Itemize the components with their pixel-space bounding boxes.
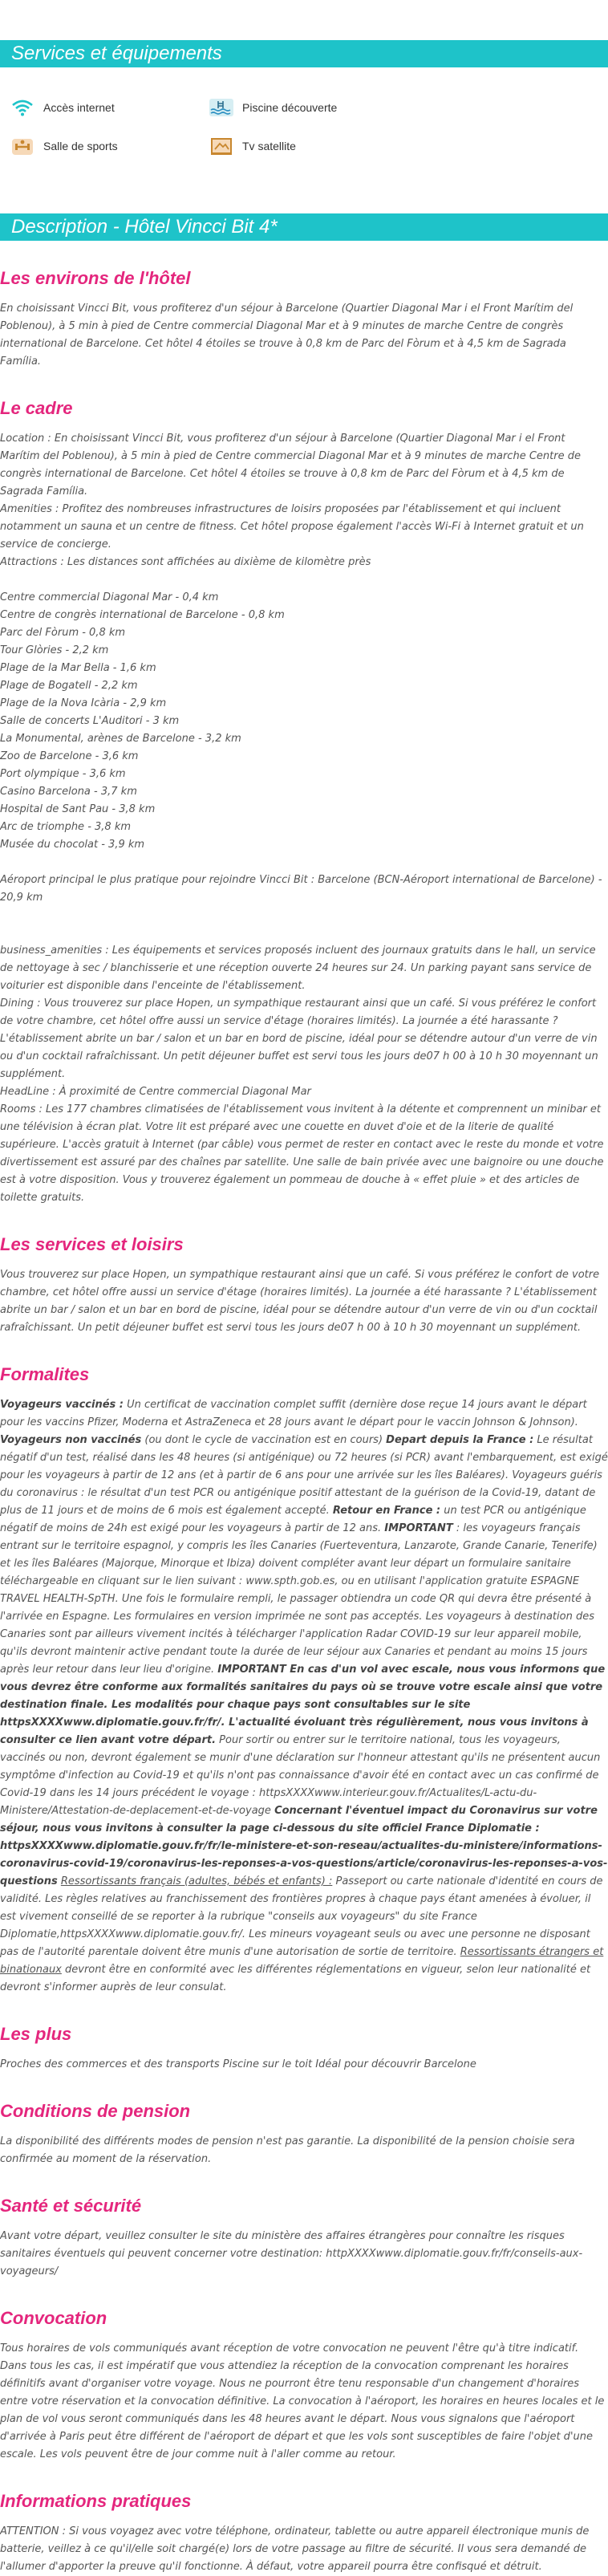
formalites-span: : les voyageurs français entrant sur le territoire espagnol, y compris les îles Canaries (Fuerteventura, Lanzarote, Grande Canarie, Tenerife) et les îles Baléares (Majorque, Minorque et Ibiza) doivent compléter avant leur départ un formulaire sanitaire téléchargeable en cliquant sur le lien suivant : www.spth.gob.es, ou en utilisant l'application gratuite ESPAGNE TRAVEL HEALTH-SpTH. Une fois le formulaire rempli, le passager obtiendra un code QR qui devra être présenté à l'arrivée en Espagne. Les formulaires en version imprimée ne sont pas acceptés. Les voyageurs à destination des Canaries sont par ailleurs vivement incités à télécharger l'application Radar COVID-19 sur leur appareil mobile, qu'ils devront maintenir active pendant toute la durée de leur séjour aux Canaries et pendant au moins 15 jours après leur retour dans leur lieu d'origine. — [0, 1522, 598, 1676]
formalites-strong: Voyageurs non vaccinés — [0, 1434, 142, 1446]
section-heading-plus: Les plus — [0, 2024, 72, 2044]
cadre-rooms: Rooms : Les 177 chambres climatisées de l'établissement vous invitent à la détente et comprennent un minibar et une télévision à écran plat. Votre lit est préparé avec une couette en duvet d'oie et de la literie de qualité supérieure. L'accès gratuit à Internet (par câble) vous permet de rester en contact avec le reste du monde et votre divertissement est assuré par des chaînes par satellite. Une salle de bain privée avec une baignoire ou une douche est à votre disposition. Vous y trouverez également un pommeau de douche à « effet pluie » et des articles de toilette gratuits. — [0, 1103, 604, 1204]
services-list — [0, 67, 608, 165]
formalites-strong: Concernant l'éventuel impact du Coronavirus sur votre séjour, nous vous invitons à consulter la page ci-dessous du site officiel France Diplomatie : httpsXXXXwww.diplomatie.gouv.fr/fr/le-ministere-et-son-reseau/actualites-du-ministere/informations-coronavirus-covid-19/coronavirus-les-reponses-a-vos-questions/article/coronavirus-les-reponses-a-vos-questions — [0, 1805, 608, 1887]
tv-icon — [209, 136, 234, 156]
service-label: Tv satellite — [242, 140, 296, 152]
cadre-attractions-intro: Attractions : Les distances sont affichées au dixième de kilomètre près — [0, 556, 371, 568]
cadre-location: Location : En choisissant Vincci Bit, vous profiterez d'un séjour à Barcelone (Quartier Diagonal Mar i el Front Marítim del Poblenou), à 5 min à pied de Centre commercial Diagonal Mar et à 9 minutes de marche Centre de congrès international de Barcelone. Cet hôtel 4 étoiles se trouve à 0,8 km de Parc del Fòrum et à 4,5 km de Sagrada Família. — [0, 433, 581, 498]
convocation-text: Tous horaires de vols communiqués avant réception de votre convocation ne peuvent l'être qu'à titre indicatif. Dans tous les cas, il est impératif que vous attendiez la réception de la convocation comprenant les horaires définitifs avant d'organiser votre voyage. Nous ne pourront être tenu responsable d'un changement d'horaires entre votre réservation et la convocation définitive. La convocation à l'aéroport, les horaires en heures locales et le plan de vol vous seront communiqués dans les 48 heures avant le départ. Nous vous signalons que l'aéroport d'arrivée à Paris peut être différent de l'aéroport de départ et que les vols sont susceptibles de faire l'objet d'une escale. Les vols peuvent être de jour comme nuit à l'aller comme au retour. — [0, 2342, 605, 2460]
formalites-text — [0, 1396, 608, 1997]
formalites-strong: Voyageurs vaccinés : — [0, 1399, 124, 1411]
cadre-business: business_amenities : Les équipements et services proposés incluent des journaux gratuits dans le hall, un service de nettoyage à sec / blanchisserie et une réception ouverte 24 heures sur 24. Un parking payant sans service de voiturier est disponible dans l'enceinte de l'établissement. — [0, 945, 596, 992]
formalites-span: devront être en conformité avec les différentes réglementations en vigueur, selon leur nationalité et devront s'informer auprès de leur consulat. — [0, 1964, 591, 1993]
service-label: Salle de sports — [43, 140, 118, 152]
section-heading-convocation: Convocation — [0, 2308, 107, 2328]
plus-text: Proches des commerces et des transports Piscine sur le toit Idéal pour découvrir Barcelone — [0, 2058, 476, 2070]
formalites-strong: Retour en France : — [332, 1505, 441, 1517]
list-item: La Monumental, arènes de Barcelone - 3,2 km — [0, 733, 241, 745]
formalites-strong: IMPORTANT — [384, 1522, 453, 1534]
list-item: Arc de triomphe - 3,8 km — [0, 821, 132, 833]
sante-text: Avant votre départ, veuillez consulter le site du ministère des affaires étrangères pour connaître les risques sanitaires éventuels qui peuvent concerner votre destination: httpXXXXwww.diplomatie.gouv.fr/fr/conseils-aux-voyageurs/ — [0, 2230, 583, 2277]
list-item: Plage de la Mar Bella - 1,6 km — [0, 662, 156, 674]
section-heading-pension: Conditions de pension — [0, 2101, 191, 2121]
attractions-list — [0, 589, 608, 854]
list-item: Centre de congrès international de Barcelone - 0,8 km — [0, 609, 285, 621]
list-item: Tour Glòries - 2,2 km — [0, 644, 109, 656]
cadre-airport: Aéroport principal le plus pratique pour rejoindre Vincci Bit : Barcelone (BCN-Aéroport international de Barcelone) - 20,9 km — [0, 874, 602, 904]
list-item: Salle de concerts L'Auditori - 3 km — [0, 715, 180, 727]
environs-text: En choisissant Vincci Bit, vous profiterez d'un séjour à Barcelone (Quartier Diagonal Mar i el Front Marítim del Poblenou), à 5 min à pied de Centre commercial Diagonal Mar et à 9 minutes de marche Centre de congrès international de Barcelone. Cet hôtel 4 étoiles se trouve à 0,8 km de Parc del Fòrum et à 4,5 km de Sagrada Família. — [0, 303, 574, 368]
formalites-span: Un certificat de vaccination complet suffit (dernière dose reçue 14 jours avant le départ pour les vaccins Pfizer, Moderna et AstraZeneca et 28 jours avant le départ pour le vaccin Johnson & Johnson). — [0, 1399, 587, 1428]
formalites-span: Passeport ou carte nationale d'identité en cours de validité. Les règles relatives au franchissement des frontières propres à chaque pays étant amenées à évoluer, il est vivement conseillé de se reporter à la rubrique "conseils aux voyageurs" du site France Diplomatie,httpsXXXXwww.diplomatie.gouv.fr/. Les mineurs voyageant seuls ou avec une personne ne disposant pas de l'autorité parentale doivent être munis d'une autorisation de sortie de territoire. — [0, 1875, 603, 1958]
service-internet — [10, 88, 209, 127]
list-item: Casino Barcelona - 3,7 km — [0, 786, 137, 798]
section-heading-environs: Les environs de l'hôtel — [0, 268, 191, 288]
cadre-dining: Dining : Vous trouverez sur place Hopen, un sympathique restaurant ainsi que un café. Si vous préférez le confort de votre chambre, cet hôtel offre aussi un service d'étage (horaires limités). La journée a été harassante ? L'établissement abrite un bar / salon et un bar en bord de piscine, idéal pour se détendre autour d'un verre de vin ou d'un cocktail rafraîchissant. Un petit déjeuner buffet est servi tous les jours de07 h 00 à 10 h 30 moyennant un supplément. — [0, 997, 598, 1080]
pratiques-text: ATTENTION : Si vous voyagez avec votre téléphone, ordinateur, tablette ou autre appareil électronique munis de batterie, veillez à ce qu'il/elle soit chargé(e) lors de votre passage au filtre de sécurité. Il vous sera demandé de l'allumer d'apporter la preuve qu'il fonctionne. À défaut, votre appareil pourra être confisqué et détruit. — [0, 2525, 590, 2573]
pension-text: La disponibilité des différents modes de pension n'est pas garantie. La disponibilité de la pension choisie sera confirmée au moment de la réservation. — [0, 2135, 575, 2165]
pool-icon — [209, 97, 234, 118]
formalites-strong: Depart depuis la France : — [386, 1434, 534, 1446]
list-item: Port olympique - 3,6 km — [0, 768, 126, 780]
formalites-underline: Ressortissants étrangers et binationaux — [0, 1946, 604, 1976]
cadre-amenities: Amenities : Profitez des nombreuses infrastructures de loisirs proposées par l'établissement et qui incluent notamment un sauna et un centre de fitness. Cet hôtel propose également l'accès Wi-Fi à Internet gratuit et un service de concierge. — [0, 503, 584, 551]
service-gym — [10, 127, 209, 165]
description-body — [0, 268, 608, 2576]
section-heading-formalites: Formalites — [0, 1364, 90, 1384]
list-item: Parc del Fòrum - 0,8 km — [0, 627, 126, 639]
formalites-span: (ou dont le cycle de vaccination est en cours) — [141, 1434, 387, 1446]
cadre-headline: HeadLine : À proximité de Centre commercial Diagonal Mar — [0, 1086, 311, 1098]
service-tv — [209, 127, 407, 165]
list-item: Zoo de Barcelone - 3,6 km — [0, 750, 139, 762]
service-pool — [209, 88, 407, 127]
formalites-strong: IMPORTANT En cas d'un vol avec escale, nous vous informons que vous devrez être conforme aux formalités sanitaires du pays où se trouve votre escale ainsi que votre destination finale. Les modalités pour chaque pays sont consultables sur le site httpsXXXXwww.diplomatie.gouv.fr/fr/. L'actualité évoluant très régulièrement, nous vous invitons à consulter ce lien avant votre départ. — [0, 1664, 606, 1746]
list-item: Plage de la Nova Icària - 2,9 km — [0, 697, 167, 709]
loisirs-text: Vous trouverez sur place Hopen, un sympathique restaurant ainsi que un café. Si vous préférez le confort de votre chambre, cet hôtel offre aussi un service d'étage (horaires limités). La journée a été harassante ? L'établissement abrite un bar / salon et un bar en bord de piscine, idéal pour se détendre autour d'un verre de vin ou d'un cocktail rafraîchissant. Un petit déjeuner buffet est servi tous les jours de07 h 00 à 10 h 30 moyennant un supplément. — [0, 1269, 600, 1334]
service-label: Piscine découverte — [242, 101, 338, 114]
list-item: Hospital de Sant Pau - 3,8 km — [0, 803, 156, 815]
list-item: Centre commercial Diagonal Mar - 0,4 km — [0, 591, 219, 603]
formalites-span: un test PCR ou antigénique négatif de moins de 24h est exigé pour les voyageurs à partir de 12 ans. — [0, 1505, 586, 1534]
description-header: Description - Hôtel Vincci Bit 4* — [0, 213, 608, 241]
services-header: Services et équipements — [0, 40, 608, 67]
gym-icon — [10, 136, 35, 156]
section-heading-pratiques: Informations pratiques — [0, 2491, 192, 2511]
list-item: Musée du chocolat - 3,9 km — [0, 839, 145, 851]
section-heading-sante: Santé et sécurité — [0, 2196, 142, 2216]
section-heading-loisirs: Les services et loisirs — [0, 1234, 184, 1254]
list-item: Plage de Bogatell - 2,2 km — [0, 680, 138, 692]
wifi-icon — [10, 97, 35, 118]
formalites-underline: Ressortissants français (adultes, bébés et enfants) : — [60, 1875, 333, 1887]
section-heading-cadre: Le cadre — [0, 398, 73, 418]
formalites-span: Pour sortir ou entrer sur le territoire national, tous les voyageurs, vaccinés ou non, devront également se munir d'une déclaration sur l'honneur attestant qu'ils ne présentent aucun symptôme d'infection au Covid-19 et qu'ils n'ont pas connaissance d'avoir été en contact avec un cas confirmé de Covid-19 dans les 14 jours précédent le voyage : httpsXXXXwww.interieur.gouv.fr/Actualites/L-actu-du-Ministere/Attestation-de-deplacement-et-de-voyage — [0, 1734, 601, 1817]
formalites-span: Le résultat négatif d'un test, réalisé dans les 48 heures (si antigénique) ou 72 heures (si PCR) avant l'embarquement, est exigé pour les voyageurs à partir de 12 ans (et à partir de 6 ans pour une arrivée sur les îles Baléares). Voyageurs guéris du coronavirus : le résultat d'un test PCR ou antigénique positif attestant de la guérison de la Covid-19, datant de plus de 11 jours et de moins de 6 mois est également accepté. — [0, 1434, 608, 1517]
service-label: Accès internet — [43, 101, 115, 114]
